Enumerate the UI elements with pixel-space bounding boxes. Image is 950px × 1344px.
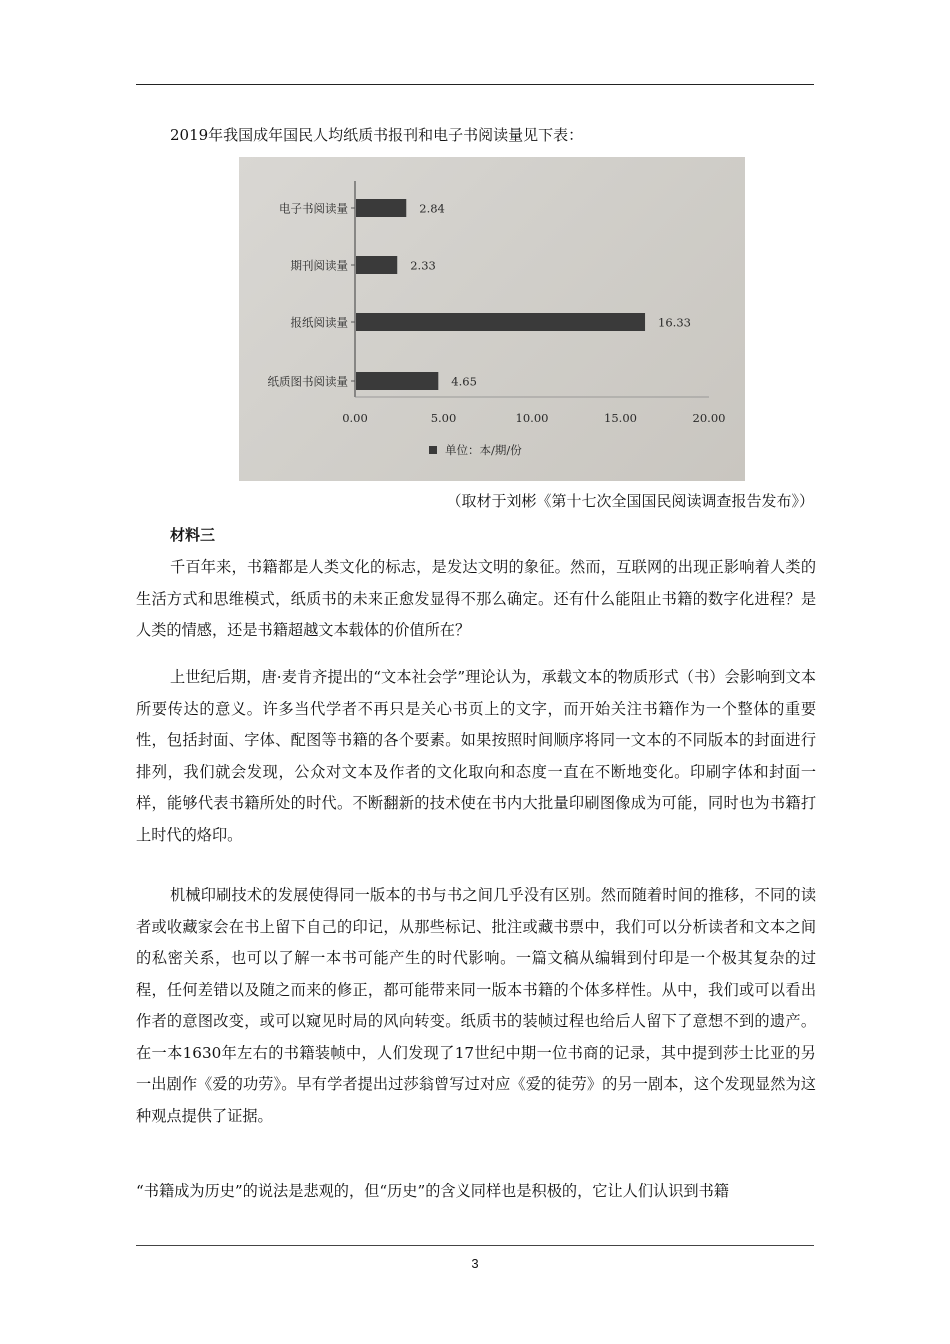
bar <box>356 199 406 217</box>
paragraph-2: 上世纪后期，唐·麦肯齐提出的“文本社会学”理论认为，承载文本的物质形式（书）会影响到文本所要传达的意义。许多当代学者不再只是关心书页上的文字，而开始关注书籍作为一个整体的重要性，包括封面、字体、配图等书籍的各个要素。如果按照时间顺序将同一文本的不同版本的封面进行排列，我们就会发现，公众对文本及作者的文化取向和态度一直在不断地变化。印刷字体和封面一样，能够代表书籍所处的时代。不断翻新的技术使在书内大批量印刷图像成为可能，同时也为书籍打上时代的烙印。 <box>136 668 816 844</box>
x-tick-label: 10.00 <box>515 411 549 425</box>
page-number: 3 <box>471 1256 479 1271</box>
x-tick-label: 15.00 <box>604 411 637 425</box>
category-label: 期刊阅读量 <box>290 258 348 273</box>
bar <box>356 313 645 331</box>
category-label: 纸质图书阅读量 <box>267 374 348 389</box>
x-tick-label: 0.00 <box>342 411 368 425</box>
paragraph-3: 机械印刷技术的发展使得同一版本的书与书之间几乎没有区别。然而随着时间的推移，不同的读者或收藏家会在书上留下自己的印记，从那些标记、批注或藏书票中，我们可以分析读者和文本之间的私密关系，也可以了解一本书可能产生的时代影响。一篇文稿从编辑到付印是一个极其复杂的过程，任何差错以及随之而来的修正，都可能带来同一版本书籍的个体多样性。从中，我们或可以看出作者的意图改变，或可以窥见时局的风向转变。纸质书的装帧过程也给后人留下了意想不到的遗产。在一本1630年左右的书籍装帧中，人们发现了17世纪中期一位书商的记录，其中提到莎士比亚的另一出剧作《爱的功劳》。早有学者提出过莎翁曾写过对应《爱的徒劳》的另一剧本，这个发现显然为这种观点提供了证据。 <box>136 886 816 1125</box>
section-title: 材料三 <box>170 526 216 544</box>
footer-rule <box>136 1245 814 1246</box>
bar-value-label: 4.65 <box>451 374 477 389</box>
paragraph-4: “书籍成为历史”的说法是悲观的，但“历史”的含义同样也是积极的，它让人们认识到书籍 <box>136 1182 729 1200</box>
chart-source-caption: （取材于刘彬《第十七次全国国民阅读调查报告发布》） <box>446 492 814 510</box>
x-tick-label: 5.00 <box>430 411 457 425</box>
bar <box>356 256 397 274</box>
legend-label: 单位：本/期/份 <box>445 443 522 457</box>
bar-value-label: 2.84 <box>419 201 445 216</box>
legend-swatch <box>429 446 437 454</box>
x-tick-label: 20.00 <box>692 411 726 425</box>
chart-intro-text: 2019年我国成年国民人均纸质书报刊和电子书阅读量见下表： <box>170 126 584 144</box>
bar-value-label: 16.33 <box>658 315 691 330</box>
category-label: 电子书阅读量 <box>279 201 348 216</box>
bar <box>356 372 438 390</box>
bar-value-label: 2.33 <box>410 258 436 273</box>
header-rule <box>136 84 814 85</box>
category-label: 报纸阅读量 <box>290 315 348 330</box>
bar-chart-photo <box>239 157 745 481</box>
bar-chart <box>239 157 745 481</box>
paragraph-1: 千百年来，书籍都是人类文化的标志，是发达文明的象征。然而，互联网的出现正影响着人类的生活方式和思维模式，纸质书的未来正愈发显得不那么确定。还有什么能阻止书籍的数字化进程？是人类的情感，还是书籍超越文本载体的价值所在？ <box>136 558 816 639</box>
